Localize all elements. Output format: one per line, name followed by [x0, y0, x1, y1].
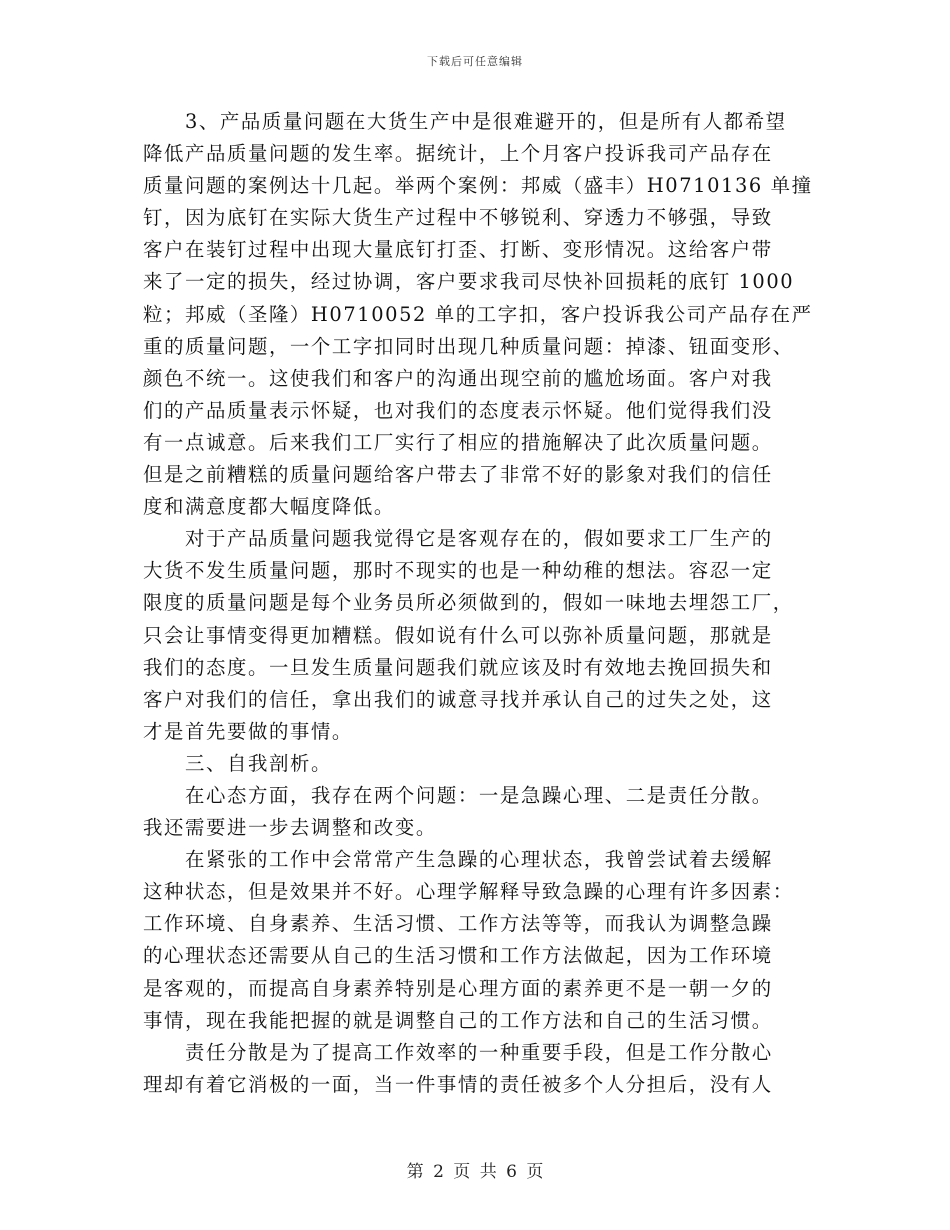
text-line: 钉，因为底钉在实际大货生产过程中不够锐利、穿透力不够强，导致 [143, 206, 773, 230]
text-line: 但是之前糟糕的质量问题给客户带去了非常不好的影象对我们的信任 [143, 463, 773, 487]
text-line: 来了一定的损失，经过协调，客户要求我司尽快补回损耗的底钉 1000 [143, 270, 795, 294]
text-line: 颜色不统一。这使我们和客户的沟通出现空前的尴尬场面。客户对我 [143, 366, 773, 390]
text-line: 大货不发生质量问题，那时不现实的也是一种幼稚的想法。容忍一定 [143, 559, 773, 583]
text-line: 这种状态，但是效果并不好。心理学解释导致急躁的心理有许多因素： [143, 880, 794, 904]
text-line: 责任分散是为了提高工作效率的一种重要手段，但是工作分散心 [185, 1040, 773, 1064]
text-line: 3、产品质量问题在大货生产中是很难避开的，但是所有人都希望 [185, 110, 787, 133]
text-line: 理却有着它消极的一面，当一件事情的责任被多个人分担后，没有人 [143, 1072, 773, 1096]
section-heading: 三、自我剖析。 [185, 751, 332, 775]
text-line: 客户对我们的信任，拿出我们的诚意寻找并承认自己的过失之处，这 [143, 687, 773, 711]
page-footer: 第 2 页 共 6 页 [406, 1162, 544, 1182]
text-line: 在紧张的工作中会常常产生急躁的心理状态，我曾尝试着去缓解 [185, 848, 773, 872]
text-line: 事情，现在我能把握的就是调整自己的工作方法和自己的生活习惯。 [143, 1008, 773, 1032]
text-line: 我还需要进一步去调整和改变。 [143, 816, 437, 840]
text-line: 质量问题的案例达十几起。举两个案例：邦威（盛丰）H0710136 单撞 [143, 174, 813, 198]
text-line: 工作环境、自身素养、生活习惯、工作方法等等，而我认为调整急躁 [143, 912, 773, 936]
text-line: 度和满意度都大幅度降低。 [143, 495, 395, 519]
text-line: 客户在装钉过程中出现大量底钉打歪、打断、变形情况。这给客户带 [143, 238, 773, 262]
text-line: 粒；邦威（圣隆）H0710052 单的工字扣，客户投诉我公司产品存在严 [143, 302, 813, 326]
text-line: 才是首先要做的事情。 [143, 719, 353, 743]
text-line: 我们的态度。一旦发生质量问题我们就应该及时有效地去挽回损失和 [143, 655, 773, 679]
text-line: 只会让事情变得更加糟糕。假如说有什么可以弥补质量问题，那就是 [143, 623, 773, 647]
text-line: 限度的质量问题是每个业务员所必须做到的，假如一味地去埋怨工厂， [143, 591, 794, 615]
page-header: 下载后可任意编辑 [427, 55, 523, 68]
text-line: 的心理状态还需要从自己的生活习惯和工作方法做起，因为工作环境 [143, 944, 773, 968]
text-line: 对于产品质量问题我觉得它是客观存在的，假如要求工厂生产的 [185, 527, 773, 551]
text-line: 们的产品质量表示怀疑，也对我们的态度表示怀疑。他们觉得我们没 [143, 398, 773, 422]
text-line: 在心态方面，我存在两个问题：一是急躁心理、二是责任分散。 [185, 783, 773, 807]
text-line: 重的质量问题，一个工字扣同时出现几种质量问题：掉漆、钮面变形、 [143, 334, 794, 358]
text-line: 降低产品质量问题的发生率。据统计，上个月客户投诉我司产品存在 [143, 142, 773, 166]
text-line: 是客观的，而提高自身素养特别是心理方面的素养更不是一朝一夕的 [143, 976, 773, 1000]
text-line: 有一点诚意。后来我们工厂实行了相应的措施解决了此次质量问题。 [143, 430, 773, 454]
document-body [143, 106, 813, 1101]
